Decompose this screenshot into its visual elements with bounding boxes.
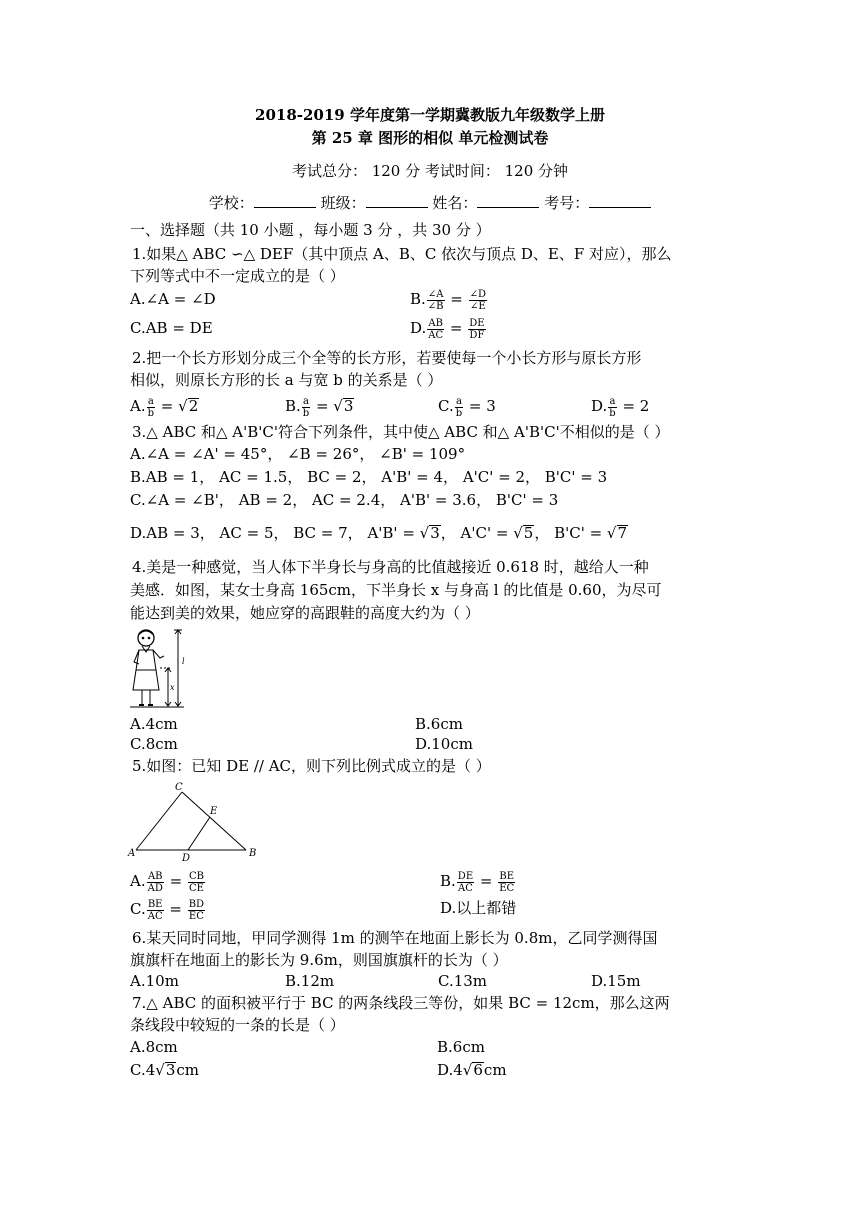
q6-stem-line-2: 旗旗杆在地面上的影长为 9.6m，则国旗旗杆的长为（ ） <box>130 951 508 969</box>
q4-stem-line-3: 能达到美的效果，她应穿的高跟鞋的高度大约为（ ） <box>130 604 480 622</box>
q1-option-c[interactable]: C.AB = DE <box>130 319 213 337</box>
fig-label-x: x <box>170 683 175 692</box>
q5-option-c[interactable]: C. $\frac{BE}{AC}$ = $\frac{BD}{EC}$ <box>130 898 205 922</box>
q3-stem: 3.△ ABC 和△ A'B'C'符合下列条件，其中使△ ABC 和△ A'B'C'不相似的是（ ） <box>132 423 670 441</box>
q7-stem-line-2: 条线段中较短的一条的长是（ ） <box>130 1016 345 1034</box>
school-label: 学校： <box>208 194 254 212</box>
q2-stem-line-1: 2.把一个长方形划分成三个全等的长方形，若要使每一个小长方形与原长方形 <box>132 349 642 367</box>
fig-point-d: D <box>182 853 191 862</box>
q7-option-a[interactable]: A.8cm <box>130 1038 178 1056</box>
q7-stem-line-1: 7.△ ABC 的面积被平行于 BC 的两条线段三等份，如果 BC = 12cm，那么这两 <box>132 994 670 1012</box>
q1-option-b[interactable]: B. $\frac{\angle A}{\angle B}$ = $\frac{\angle D}{\angle E}$ <box>410 288 487 312</box>
section-heading: 一、选择题（共 10 小题 ，每小题 3 分 ，共 30 分 ） <box>130 221 491 239</box>
fig-label-l: l <box>182 657 185 666</box>
q1-stem-line-2: 下列等式中不一定成立的是（ ） <box>130 267 345 285</box>
q6-stem-line-1: 6.某天同时同地，甲同学测得 1m 的测竿在地面上影长为 0.8m，乙同学测得国 <box>132 929 658 947</box>
q2-option-d[interactable]: D. $\frac{a}{b}$ = 2 <box>591 395 650 419</box>
fig-point-c: C <box>175 782 183 793</box>
q7-option-c[interactable]: C.4√3cm <box>130 1061 199 1079</box>
q7-option-b[interactable]: B.6cm <box>437 1038 485 1056</box>
q2-stem-line-2: 相似，则原长方形的长 a 与宽 b 的关系是（ ） <box>130 371 443 389</box>
q4-stem-line-1: 4.美是一种感觉，当人体下半身长与身高的比值越接近 0.618 时，越给人一种 <box>132 558 649 576</box>
q2-option-a[interactable]: A. $\frac{a}{b}$ = √2 <box>130 395 199 419</box>
student-info-row <box>0 192 860 213</box>
school-blank[interactable] <box>254 193 316 208</box>
exam-info: 考试总分： 120 分 考试时间： 120 分钟 <box>291 162 569 180</box>
triangle-figure <box>126 780 266 862</box>
q7-option-d[interactable]: D.4√6cm <box>437 1061 507 1079</box>
q3-option-b[interactable]: B.AB = 1， AC = 1.5， BC = 2， A'B' = 4， A'C' = 2， B'C' = 3 <box>130 468 608 486</box>
number-blank[interactable] <box>589 193 651 208</box>
q4-option-a[interactable]: A.4cm <box>130 715 178 733</box>
woman-height-figure <box>130 628 190 710</box>
q2-option-b[interactable]: B. $\frac{a}{b}$ = √3 <box>285 395 354 419</box>
q1-option-d[interactable]: D. $\frac{AB}{AC}$ = $\frac{DE}{DF}$ <box>410 317 485 341</box>
title-line-1: 2018-2019 学年度第一学期冀教版九年级数学上册 <box>255 106 605 124</box>
name-blank[interactable] <box>477 193 539 208</box>
q4-option-d[interactable]: D.10cm <box>415 735 473 753</box>
q4-option-b[interactable]: B.6cm <box>415 715 463 733</box>
q6-option-d[interactable]: D.15m <box>591 972 641 990</box>
q3-option-c[interactable]: C.∠A = ∠B'， AB = 2， AC = 2.4， A'B' = 3.6， B'C' = 3 <box>130 491 559 509</box>
q6-option-b[interactable]: B.12m <box>285 972 335 990</box>
q3-option-d[interactable]: D.AB = 3， AC = 5， BC = 7， A'B' = √3， A'C' = √5， B'C' = √7 <box>130 524 628 542</box>
q6-option-c[interactable]: C.13m <box>438 972 488 990</box>
q1-stem-line-1: 1.如果△ ABC ∽△ DEF（其中顶点 A、B、C 依次与顶点 D、E、F 对应），那么 <box>132 245 672 263</box>
class-label: 班级： <box>320 194 366 212</box>
q4-option-c[interactable]: C.8cm <box>130 735 178 753</box>
q5-option-b[interactable]: B. $\frac{DE}{AC}$ = $\frac{BE}{EC}$ <box>440 870 515 894</box>
q1-option-a[interactable]: A.∠A = ∠D <box>130 290 216 308</box>
q2-option-c[interactable]: C. $\frac{a}{b}$ = 3 <box>438 395 496 419</box>
q3-option-a[interactable]: A.∠A = ∠A' = 45°， ∠B = 26°， ∠B' = 109° <box>130 445 466 463</box>
q5-option-d[interactable]: D.以上都错 <box>440 899 517 917</box>
fig-point-e: E <box>210 806 218 817</box>
q5-stem: 5.如图：已知 DE // AC，则下列比例式成立的是（ ） <box>132 757 491 775</box>
q5-option-a[interactable]: A. $\frac{AB}{AD}$ = $\frac{CB}{CE}$ <box>130 870 204 894</box>
fig-point-a: A <box>128 848 136 859</box>
class-blank[interactable] <box>366 193 428 208</box>
title-line-2: 第 25 章 图形的相似 单元检测试卷 <box>311 129 549 147</box>
q6-option-a[interactable]: A.10m <box>130 972 179 990</box>
number-label: 考号： <box>544 194 590 212</box>
fig-point-b: B <box>249 848 257 859</box>
q4-stem-line-2: 美感．如图，某女士身高 165cm，下半身长 x 与身高 l 的比值是 0.60，为尽可 <box>130 581 662 599</box>
name-label: 姓名： <box>432 194 478 212</box>
